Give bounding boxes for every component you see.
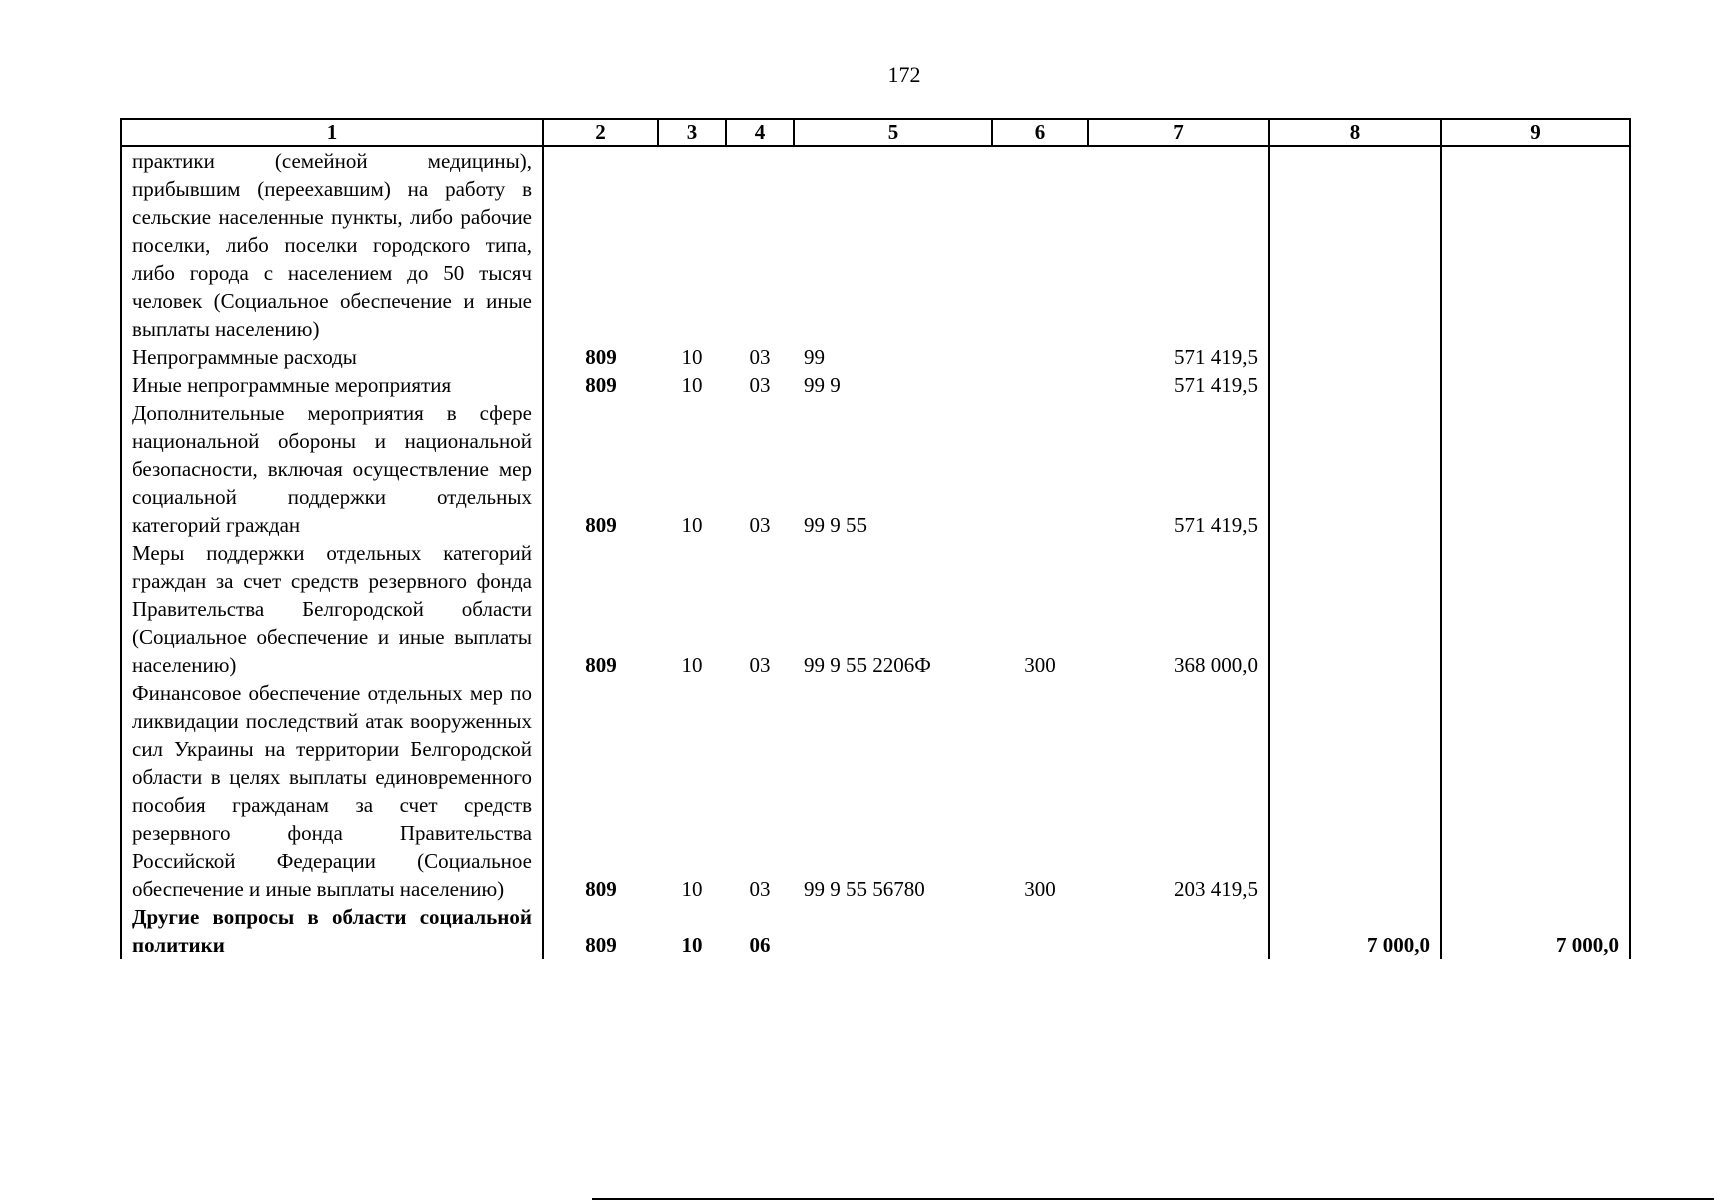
row-subsection-cell: 03 — [749, 877, 771, 901]
row-amount-col7-cell: 571 419,5 — [1088, 399, 1269, 539]
column-header-6: 6 — [992, 119, 1088, 146]
column-header-4: 4 — [726, 119, 794, 146]
row-subsection-cell: 06 — [749, 933, 771, 957]
column-header-9: 9 — [1441, 119, 1630, 146]
row-amount-col9-cell — [1441, 679, 1630, 903]
row-target-article-cell: 99 9 — [804, 373, 841, 397]
row-section-cell: 10 — [681, 933, 703, 957]
row-target-article-cell: 99 9 55 — [804, 513, 867, 537]
table-row — [121, 539, 1630, 679]
row-section-cell — [658, 146, 726, 343]
page-number: 172 — [887, 62, 921, 87]
table-row — [121, 146, 1630, 343]
row-amount-col8-cell — [1269, 146, 1441, 343]
row-amount-col8-cell — [1269, 343, 1441, 371]
row-expense-type-cell — [992, 146, 1088, 343]
column-header-3: 3 — [658, 119, 726, 146]
row-target-article-cell: 99 9 55 56780 — [804, 877, 925, 901]
column-header-5: 5 — [794, 119, 992, 146]
table-row — [121, 371, 1630, 399]
row-subsection-cell: 03 — [749, 513, 771, 537]
row-expense-type-cell — [992, 371, 1088, 399]
row-amount-col7-cell: 203 419,5 — [1088, 679, 1269, 903]
column-header-7: 7 — [1088, 119, 1269, 146]
row-subsection-cell: 03 — [749, 373, 771, 397]
row-target-article-cell: 99 9 55 2206Ф — [804, 653, 931, 677]
row-amount-col9-cell: 7 000,0 — [1441, 903, 1630, 959]
budget-table — [120, 118, 1631, 959]
row-expense-type-cell — [992, 343, 1088, 371]
row-amount-col8-cell — [1269, 539, 1441, 679]
table-row — [121, 399, 1630, 539]
table-row — [121, 679, 1630, 903]
table-body — [121, 146, 1630, 959]
column-header-2: 2 — [543, 119, 658, 146]
row-subsection-cell: 03 — [749, 345, 771, 369]
row-amount-col8-cell: 7 000,0 — [1269, 903, 1441, 959]
row-name-cell: Финансовое обеспечение отдельных мер по ликвидации последствий атак вооруженных сил Украины на территории Белгородской области в целях выплаты единовременного пособия гражданам за счет средств резервного фонда Правительства Российской Федерации (Социальное обеспечение и иные выплаты населению) — [121, 679, 543, 903]
row-name-cell: практики (семейной медицины), прибывшим (переехавшим) на работу в сельские населенные пункты, либо рабочие поселки, либо поселки городского типа, либо города с населением до 50 тысяч человек (Социальное обеспечение и иные выплаты населению) — [121, 146, 543, 343]
row-amount-col9-cell — [1441, 343, 1630, 371]
row-target-article-cell: 99 — [804, 345, 825, 369]
row-ministry-code-cell — [543, 146, 658, 343]
row-amount-col7-cell — [1088, 903, 1269, 959]
table-row — [121, 343, 1630, 371]
row-name-cell: Дополнительные мероприятия в сфере национальной обороны и национальной безопасности, включая осуществление мер социальной поддержки отдельных категорий граждан — [121, 399, 543, 539]
row-expense-type-cell — [992, 399, 1088, 539]
row-amount-col8-cell — [1269, 399, 1441, 539]
row-section-cell: 10 — [681, 513, 703, 537]
row-ministry-code-cell: 809 — [543, 539, 658, 679]
row-amount-col7-cell: 368 000,0 — [1088, 539, 1269, 679]
row-name-cell: Иные непрограммные мероприятия — [121, 371, 543, 399]
table-row — [121, 903, 1630, 959]
row-ministry-code-cell: 809 — [543, 399, 658, 539]
row-section-cell: 10 — [681, 345, 703, 369]
row-subsection-cell — [726, 146, 794, 343]
row-target-article-cell — [794, 903, 992, 959]
row-amount-col9-cell — [1441, 146, 1630, 343]
row-amount-col8-cell — [1269, 679, 1441, 903]
row-ministry-code-cell: 809 — [543, 679, 658, 903]
row-amount-col7-cell: 571 419,5 — [1088, 343, 1269, 371]
row-subsection-cell: 03 — [749, 653, 771, 677]
row-section-cell: 10 — [681, 373, 703, 397]
row-section-cell: 10 — [681, 877, 703, 901]
row-expense-type-cell: 300 — [1024, 877, 1056, 901]
row-ministry-code-cell: 809 — [543, 903, 658, 959]
column-header-8: 8 — [1269, 119, 1441, 146]
row-section-cell: 10 — [681, 653, 703, 677]
column-header-1: 1 — [121, 119, 543, 146]
row-ministry-code-cell: 809 — [543, 371, 658, 399]
row-expense-type-cell: 300 — [1024, 653, 1056, 677]
row-ministry-code-cell: 809 — [543, 343, 658, 371]
row-amount-col9-cell — [1441, 371, 1630, 399]
row-amount-col8-cell — [1269, 371, 1441, 399]
row-name-cell: Меры поддержки отдельных категорий граждан за счет средств резервного фонда Правительства Белгородской области (Социальное обеспечение и иные выплаты населению) — [121, 539, 543, 679]
row-name-cell: Другие вопросы в области социальной политики — [121, 903, 543, 959]
row-amount-col7-cell — [1088, 146, 1269, 343]
table-header-row — [121, 119, 1630, 146]
row-amount-col7-cell: 571 419,5 — [1088, 371, 1269, 399]
row-amount-col9-cell — [1441, 399, 1630, 539]
row-expense-type-cell — [992, 903, 1088, 959]
row-amount-col9-cell — [1441, 539, 1630, 679]
row-target-article-cell — [794, 146, 992, 343]
row-name-cell: Непрограммные расходы — [121, 343, 543, 371]
